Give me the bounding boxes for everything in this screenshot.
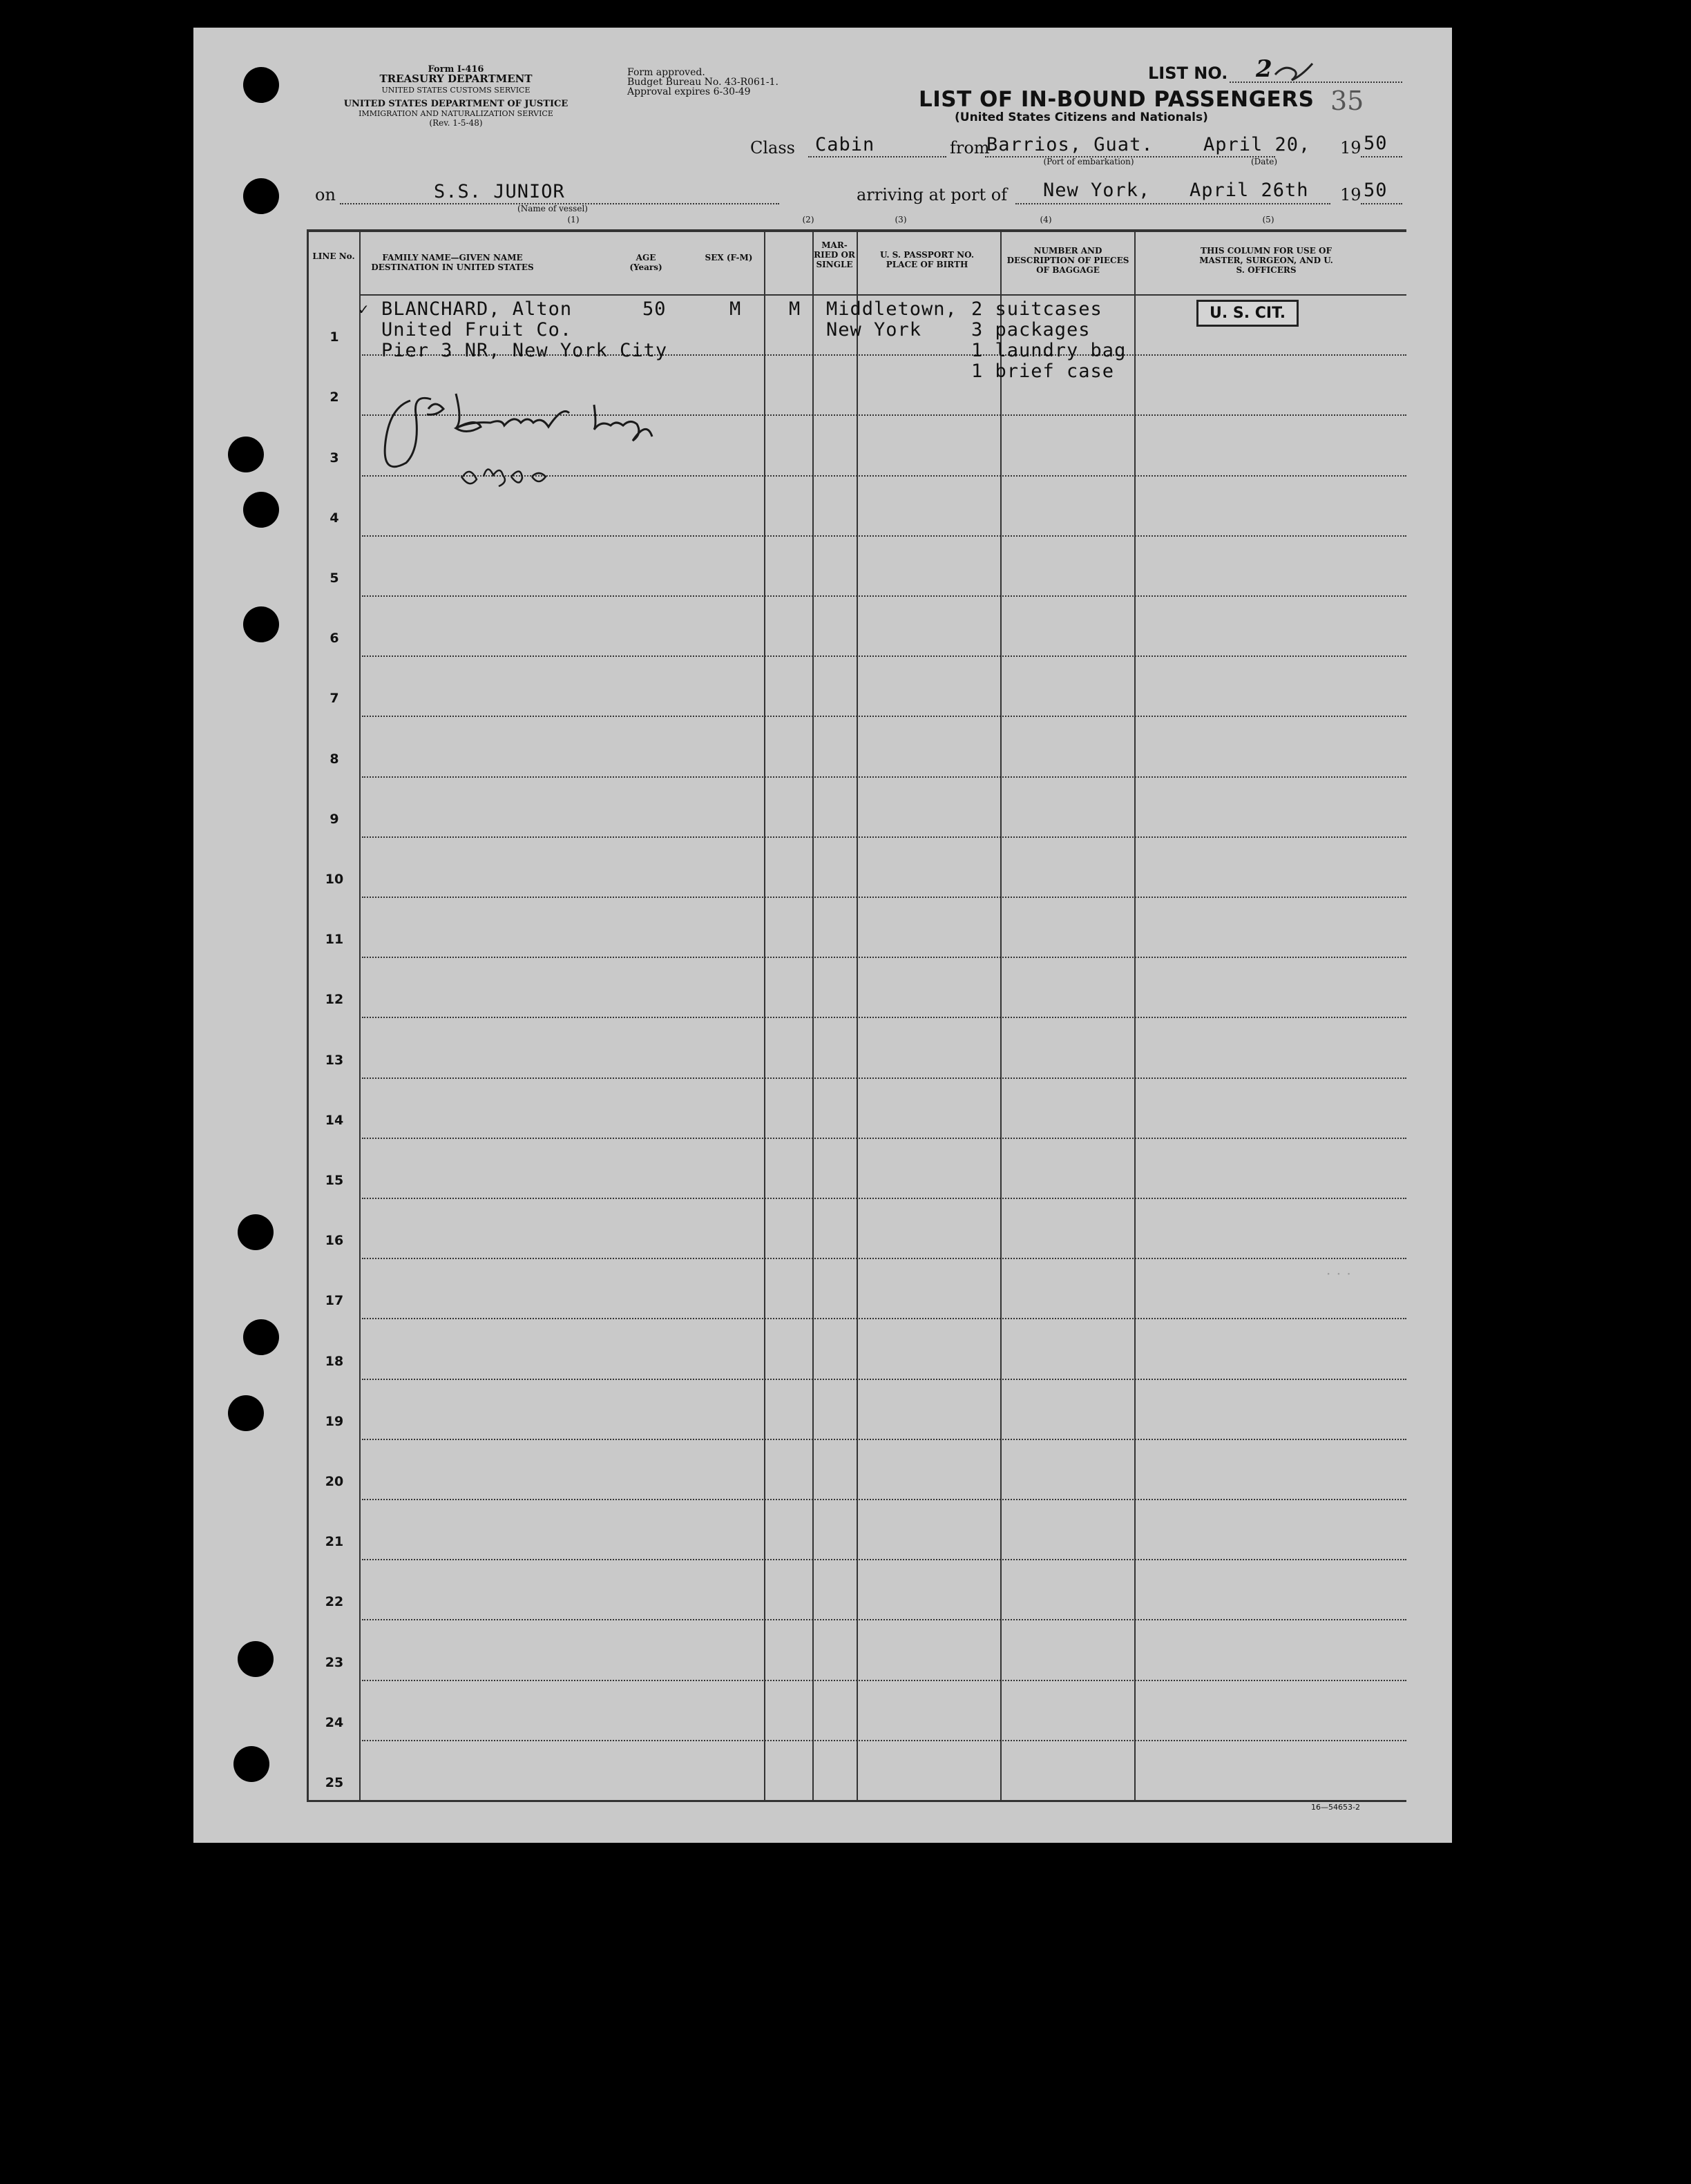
header-sex: SEX (F-M) xyxy=(705,253,753,262)
embarkation-caption: (Port of embarkation) xyxy=(1043,157,1134,166)
header-age: AGE (Years) xyxy=(629,253,662,272)
punch-hole xyxy=(243,67,279,103)
from-label: from xyxy=(950,138,990,157)
line-number: 21 xyxy=(325,1534,344,1550)
married-left-divider xyxy=(812,229,814,1800)
customs-service: UNITED STATES CUSTOMS SERVICE xyxy=(381,86,531,95)
line-number: 25 xyxy=(325,1775,344,1790)
line-number: 2 xyxy=(329,390,339,405)
passenger-married: M xyxy=(789,298,801,320)
row-rule xyxy=(362,1138,1406,1139)
header-bottom-border xyxy=(359,294,1406,296)
officers-left-divider xyxy=(1134,229,1136,1800)
baggage-item: 3 packages xyxy=(971,319,1091,341)
bleed-through-text: · · · xyxy=(1326,1265,1352,1282)
date-caption: (Date) xyxy=(1250,157,1278,166)
line-number: 1 xyxy=(329,329,339,345)
line-number: 3 xyxy=(329,450,339,466)
row-rule xyxy=(362,776,1406,778)
footer-code: 16—54653-2 xyxy=(1311,1803,1360,1812)
column-number-4: (4) xyxy=(1040,215,1052,224)
row-rule xyxy=(362,1680,1406,1681)
arrival-year-value: 50 xyxy=(1364,180,1388,201)
column-number-1: (1) xyxy=(567,215,580,224)
embarkation-date-value: April 20, xyxy=(1203,134,1311,155)
header-line-no: LINE No. xyxy=(312,251,355,261)
line-number: 18 xyxy=(325,1353,344,1369)
row-rule xyxy=(362,1017,1406,1018)
year-line xyxy=(1361,156,1402,157)
row-rule xyxy=(362,1559,1406,1560)
baggage-left-divider xyxy=(1000,229,1002,1800)
baggage-item: 1 brief case xyxy=(971,361,1115,382)
revision-date: (Rev. 1-5-48) xyxy=(429,118,483,128)
row-rule xyxy=(362,1318,1406,1319)
row-rule xyxy=(362,1619,1406,1620)
passenger-age: 50 xyxy=(642,298,667,320)
list-number-line xyxy=(1230,82,1402,83)
row-rule xyxy=(362,957,1406,958)
arriving-label: arriving at port of xyxy=(857,185,1008,204)
line-number: 17 xyxy=(325,1293,344,1309)
punch-hole xyxy=(228,437,264,472)
table-bottom-border xyxy=(307,1800,1406,1802)
row-rule xyxy=(362,595,1406,597)
line-number: 19 xyxy=(325,1413,344,1429)
page-number: 35 xyxy=(1330,86,1364,116)
arrival-port-value: New York, xyxy=(1043,180,1151,201)
line-number: 13 xyxy=(325,1052,344,1068)
row-rule xyxy=(362,1439,1406,1440)
approval-expires: Approval expires 6-30-49 xyxy=(627,86,751,97)
column-number-5: (5) xyxy=(1262,215,1274,224)
line-number: 10 xyxy=(325,872,344,887)
line-number: 23 xyxy=(325,1654,344,1670)
embarkation-port-value: Barrios, Guat. xyxy=(986,134,1154,155)
row-rule xyxy=(362,1077,1406,1079)
punch-hole xyxy=(243,492,279,528)
form-approved: Form approved. xyxy=(627,67,705,78)
punch-hole xyxy=(243,606,279,642)
punch-hole xyxy=(238,1641,274,1677)
check-mark-icon: ✓ xyxy=(358,301,370,318)
list-number-scribble xyxy=(1271,57,1319,84)
line-number: 8 xyxy=(329,751,339,767)
line-number: 16 xyxy=(325,1233,344,1249)
class-line xyxy=(808,156,946,157)
column-number-2: (2) xyxy=(802,215,814,224)
class-label: Class xyxy=(750,138,795,157)
punch-hole xyxy=(243,178,279,214)
department-of-justice: UNITED STATES DEPARTMENT OF JUSTICE xyxy=(343,99,569,109)
manifest-sheet xyxy=(193,28,1452,1843)
line-number: 24 xyxy=(325,1714,344,1730)
form-number: Form I-416 xyxy=(428,64,484,75)
line-number: 9 xyxy=(329,811,339,827)
row-rule xyxy=(362,1379,1406,1380)
vessel-name-value: S.S. JUNIOR xyxy=(434,181,565,202)
line-number: 7 xyxy=(329,691,339,707)
arrival-year-line xyxy=(1361,203,1402,204)
row-rule xyxy=(362,836,1406,838)
line-number: 14 xyxy=(325,1112,344,1128)
punch-hole xyxy=(228,1395,264,1431)
header-officers: THIS COLUMN FOR USE OF MASTER, SURGEON, AND U. S. OFFICERS xyxy=(1199,246,1333,275)
row-rule xyxy=(362,1258,1406,1259)
on-label: on xyxy=(315,185,336,204)
list-number-label: LIST NO. xyxy=(1148,64,1228,83)
row-rule xyxy=(362,655,1406,657)
line-number: 12 xyxy=(325,992,344,1008)
inspector-signature xyxy=(366,373,684,497)
row-rule xyxy=(362,535,1406,537)
line-no-divider xyxy=(359,229,361,1800)
passenger-name: BLANCHARD, Alton xyxy=(381,298,573,320)
punch-hole xyxy=(243,1319,279,1355)
line-number: 11 xyxy=(325,932,344,948)
header-baggage: NUMBER AND DESCRIPTION OF PIECES OF BAGGAGE xyxy=(1006,246,1129,275)
embarkation-year-prefix: 19 xyxy=(1340,138,1362,157)
class-value: Cabin xyxy=(815,134,875,155)
baggage-item: 1 laundry bag xyxy=(971,340,1127,361)
page-title: LIST OF IN-BOUND PASSENGERS xyxy=(919,87,1315,112)
passenger-birthplace-line2: New York xyxy=(826,319,922,341)
line-number: 15 xyxy=(325,1173,344,1188)
line-number: 20 xyxy=(325,1474,344,1489)
vessel-caption: (Name of vessel) xyxy=(517,204,588,213)
budget-bureau: Budget Bureau No. 43-R061-1. xyxy=(627,77,778,88)
punch-hole xyxy=(238,1214,274,1250)
passenger-destination-line2: Pier 3 NR, New York City xyxy=(381,340,668,361)
arrival-year-prefix: 19 xyxy=(1340,185,1362,204)
us-citizen-stamp: U. S. CIT. xyxy=(1196,300,1299,327)
name-column-divider xyxy=(764,229,765,1800)
punch-hole xyxy=(233,1746,269,1782)
passport-left-divider xyxy=(857,229,858,1800)
column-number-3: (3) xyxy=(895,215,907,224)
table-left-border xyxy=(307,229,309,1800)
passenger-sex: M xyxy=(729,298,742,320)
row-rule xyxy=(362,716,1406,717)
row-rule xyxy=(362,1198,1406,1199)
page-subtitle: (United States Citizens and Nationals) xyxy=(955,111,1208,124)
arrival-date-value: April 26th xyxy=(1190,180,1309,201)
header-married: MAR- RIED OR SINGLE xyxy=(814,240,855,269)
row-rule xyxy=(362,1499,1406,1500)
header-passport: U. S. PASSPORT NO. PLACE OF BIRTH xyxy=(879,250,975,269)
list-number-value: 2 xyxy=(1256,55,1272,83)
row-rule xyxy=(362,1740,1406,1741)
passenger-destination-line1: United Fruit Co. xyxy=(381,319,573,341)
line-number: 5 xyxy=(329,571,339,586)
immigration-service: IMMIGRATION AND NATURALIZATION SERVICE xyxy=(359,109,553,118)
header-name: FAMILY NAME—GIVEN NAME DESTINATION IN UNITED STATES xyxy=(371,253,534,272)
passenger-birthplace-line1: Middletown, xyxy=(826,298,957,320)
line-number: 4 xyxy=(329,510,339,526)
line-number: 6 xyxy=(329,631,339,646)
embarkation-year-value: 50 xyxy=(1364,133,1388,154)
line-number: 22 xyxy=(325,1594,344,1610)
row-rule xyxy=(362,897,1406,898)
baggage-item: 2 suitcases xyxy=(971,298,1102,320)
arrival-line xyxy=(1015,203,1330,204)
treasury-department: TREASURY DEPARTMENT xyxy=(379,73,533,85)
